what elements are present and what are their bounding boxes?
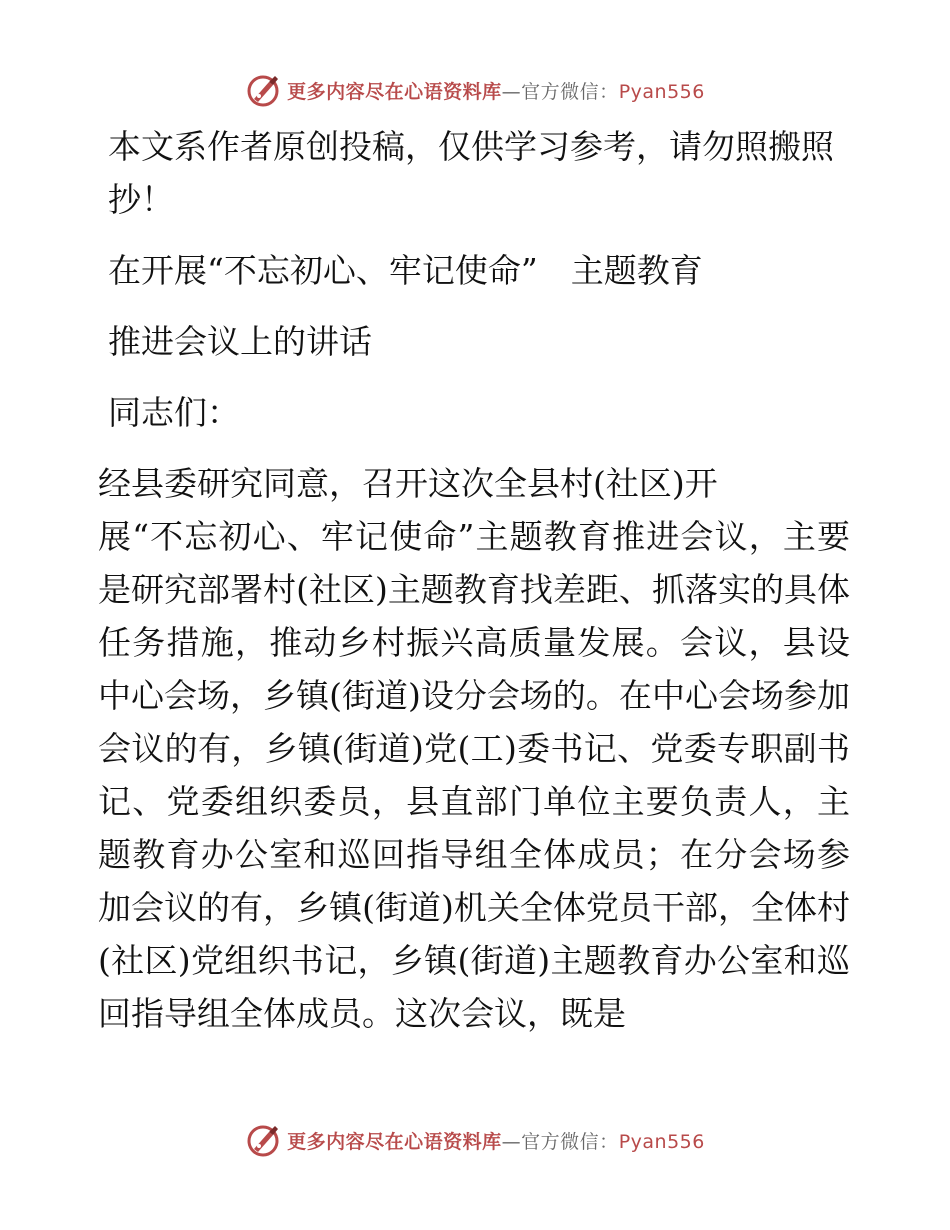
- copyright-notice: 本文系作者原创投稿，仅供学习参考，请勿照搬照抄！: [108, 127, 834, 219]
- salutation: 同志们：: [108, 393, 240, 432]
- document-body: [98, 120, 850, 1040]
- body-text: 展“不忘初心、牢记使命”主题教育推进会议，主要是研究部署村(社区)主题教育找差距、抓落实的具体任务措施，推动乡村振兴高质量发展。会议，县设中心会场，乡镇(街道)设分会场的。在中心会场参加会议的有，乡镇(街道)党(工)委书记、党委专职副书记、党委组织委员，县直部门单位主要负责人，主题教育办公室和巡回指导组全体成员；在分会场参加会议的有，乡镇(街道)机关全体党员干部，全体村(社区)党组织书记，乡镇(街道)主题教育办公室和巡回指导组全体成员。这次会议，既是: [98, 517, 850, 1033]
- header-banner-text: [287, 77, 705, 104]
- title-line-2: 推进会议上的讲话: [108, 322, 372, 361]
- footer-banner: [0, 1118, 950, 1162]
- header-separator: —: [501, 80, 522, 103]
- footer-brand: 更多内容尽在心语资料库: [287, 1130, 502, 1153]
- pen-logo-icon: [245, 1122, 281, 1158]
- footer-wechat-id: Pyan556: [618, 1130, 705, 1153]
- header-wechat-id: Pyan556: [618, 80, 705, 103]
- header-brand: 更多内容尽在心语资料库: [287, 80, 502, 103]
- body-paragraph: [98, 457, 850, 1040]
- header-wechat-label: 官方微信：: [521, 80, 619, 103]
- header-banner: [0, 68, 950, 112]
- footer-banner-text: [287, 1127, 705, 1154]
- body-first-line: 经县委研究同意，召开这次全县村(社区)开: [98, 464, 718, 503]
- footer-separator: —: [501, 1130, 522, 1153]
- footer-wechat-label: 官方微信：: [521, 1130, 619, 1153]
- title-line-1: 在开展“不忘初心、牢记使命” 主题教育: [108, 251, 703, 290]
- pen-logo-icon: [245, 72, 281, 108]
